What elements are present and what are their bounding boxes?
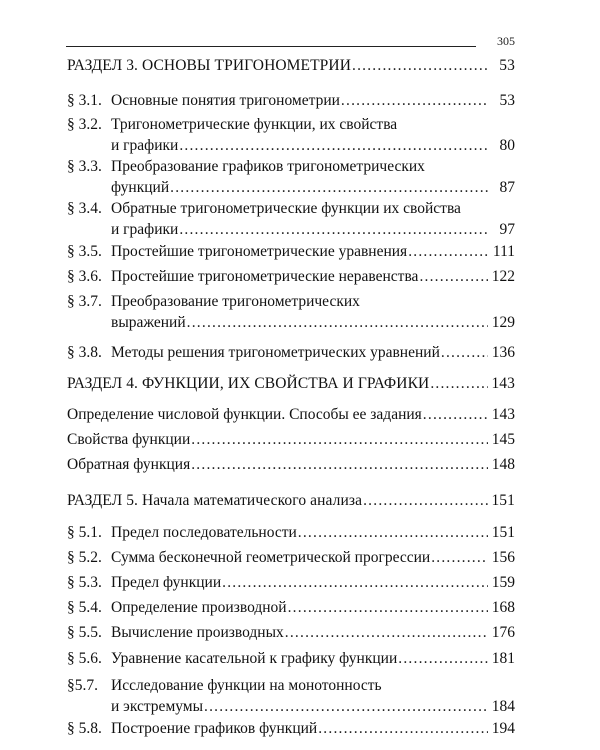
toc-entry-title-cont: и графики: [111, 137, 179, 154]
toc-entry-page: 143: [491, 406, 515, 423]
toc-entry-number: § 5.5.: [67, 624, 102, 641]
toc-entry-number: § 3.5.: [67, 243, 102, 260]
toc-entry-page: 176: [491, 624, 515, 641]
toc-entry-title: Исследование функции на монотонность: [111, 677, 382, 694]
toc-entry-continuation: [111, 696, 515, 718]
toc-entry-number: § 5.3.: [67, 574, 102, 591]
dot-leader: [398, 648, 488, 670]
toc-entry-number: § 3.2.: [67, 116, 102, 133]
toc-entry-page: 97: [499, 221, 515, 238]
toc-entry-continuation: [111, 219, 515, 241]
toc-entry-page: 148: [491, 456, 515, 473]
toc-entry: [67, 114, 515, 136]
dot-leader: [408, 241, 488, 263]
dot-leader: [191, 454, 488, 476]
toc-entry-number: § 5.1.: [67, 524, 102, 541]
dot-leader: [423, 404, 488, 426]
toc-entry-title: Определение производной: [111, 599, 287, 616]
toc-entry-page: 156: [491, 549, 515, 566]
dot-leader: [318, 718, 488, 740]
toc-entry: [67, 266, 515, 288]
toc-entry-page: 143: [491, 375, 515, 392]
toc-section-heading: [67, 490, 515, 512]
toc-entry-continuation: [111, 177, 515, 199]
toc-entry-number: § 3.4.: [67, 200, 102, 217]
toc-entry: [67, 198, 515, 220]
toc-entry-page: 111: [492, 243, 515, 260]
toc-entry: [67, 429, 515, 451]
dot-leader: [285, 622, 488, 644]
toc-entry: [67, 718, 515, 740]
toc-entry: [67, 454, 515, 476]
toc-entry: [67, 90, 515, 112]
dot-leader: [431, 547, 488, 569]
toc-entry-title-cont: и экстремумы: [111, 698, 204, 715]
header-rule: [66, 46, 476, 47]
dot-leader: [341, 90, 488, 112]
toc-entry-number: § 5.2.: [67, 549, 102, 566]
toc-entry: [67, 622, 515, 644]
toc-entry-title-cont: функций: [111, 179, 170, 196]
toc-entry-title: РАЗДЕЛ 5. Начала математического анализа: [67, 492, 363, 509]
toc-entry-title: Построение графиков функций: [111, 720, 318, 737]
toc-entry: [67, 291, 515, 313]
toc-entry-continuation: [111, 135, 515, 157]
toc-entry-title: Преобразование тригонометрических: [111, 293, 360, 310]
toc-entry-page: 53: [499, 57, 515, 74]
toc-entry-page: 80: [499, 137, 515, 154]
toc-entry-title: Предел функции: [111, 574, 222, 591]
toc-entry-page: 87: [499, 179, 515, 196]
dot-leader: [222, 572, 488, 594]
toc-entry-title: Свойства функции: [67, 431, 191, 448]
toc-entry: [67, 547, 515, 569]
toc-entry-page: 168: [491, 599, 515, 616]
toc-entry-title: Тригонометрические функции, их свойства: [111, 116, 398, 133]
toc-entry-page: 159: [491, 574, 515, 591]
toc-entry-page: 151: [491, 492, 515, 509]
toc-entry-title: Простейшие тригонометрические неравенства: [111, 268, 419, 285]
page-number: 305: [497, 34, 515, 48]
toc-entry: [67, 597, 515, 619]
dot-leader: [352, 55, 488, 77]
dot-leader: [363, 490, 488, 512]
toc-entry-title: Преобразование графиков тригонометрических: [111, 158, 425, 175]
toc-entry-number: § 3.3.: [67, 158, 102, 175]
toc-section-heading: [67, 373, 515, 395]
toc-entry: [67, 241, 515, 263]
toc-entry-page: 53: [499, 92, 515, 109]
toc-entry-page: 184: [491, 698, 515, 715]
toc-entry-title: Обратная функция: [67, 456, 191, 473]
dot-leader: [179, 135, 488, 157]
toc-entry-page: 129: [491, 314, 515, 331]
toc-entry-title: Основные понятия тригонометрии: [111, 92, 340, 109]
toc-entry-page: 151: [491, 524, 515, 541]
toc-entry-page: 194: [491, 720, 515, 737]
toc-entry: [67, 404, 515, 426]
toc-entry-title: Вычисление производных: [111, 624, 284, 641]
toc-entry-title: Определение числовой функции. Способы ее задания: [67, 406, 422, 423]
toc-entry-number: § 3.7.: [67, 293, 102, 310]
toc-entry: [67, 648, 515, 670]
toc-entry: [67, 572, 515, 594]
toc-section-heading: [67, 55, 515, 77]
dot-leader: [204, 696, 488, 718]
toc-entry-continuation: [111, 312, 515, 334]
dot-leader: [179, 219, 488, 241]
toc-entry-number: §5.7.: [67, 677, 98, 694]
toc-entry-title: РАЗДЕЛ 4. ФУНКЦИИ, ИХ СВОЙСТВА И ГРАФИКИ: [67, 375, 430, 392]
toc-entry: [67, 156, 515, 178]
dot-leader: [441, 342, 488, 364]
dot-leader: [187, 312, 488, 334]
dot-leader: [419, 266, 488, 288]
toc-entry: [67, 522, 515, 544]
toc-entry-number: § 5.4.: [67, 599, 102, 616]
toc-entry-title-cont: выражений: [111, 314, 186, 331]
toc-entry-number: § 5.8.: [67, 720, 102, 737]
toc-entry-number: § 3.8.: [67, 344, 102, 361]
toc-entry-number: § 3.1.: [67, 92, 102, 109]
toc-entry-title: РАЗДЕЛ 3. ОСНОВЫ ТРИГОНОМЕТРИИ: [67, 57, 351, 74]
toc-entry-title: Обратные тригонометрические функции их свойства: [111, 200, 461, 217]
toc-entry: [67, 342, 515, 364]
toc-entry-number: § 5.6.: [67, 650, 102, 667]
toc-entry-title: Предел последовательности: [111, 524, 297, 541]
dot-leader: [191, 429, 488, 451]
toc-entry: [67, 675, 515, 697]
toc-entry-title: Сумма бесконечной геометрической прогрессии: [111, 549, 431, 566]
toc-entry-page: 136: [491, 344, 515, 361]
toc-entry-page: 122: [491, 268, 515, 285]
toc-entry-title: Простейшие тригонометрические уравнения: [111, 243, 408, 260]
dot-leader: [430, 373, 488, 395]
dot-leader: [170, 177, 488, 199]
dot-leader: [288, 597, 488, 619]
toc-entry-number: § 3.6.: [67, 268, 102, 285]
toc-entry-title: Методы решения тригонометрических уравнений: [111, 344, 440, 361]
toc-entry-title: Уравнение касательной к графику функции: [111, 650, 398, 667]
dot-leader: [298, 522, 488, 544]
toc-entry-page: 145: [491, 431, 515, 448]
toc-entry-page: 181: [491, 650, 515, 667]
toc-entry-title-cont: и графики: [111, 221, 179, 238]
